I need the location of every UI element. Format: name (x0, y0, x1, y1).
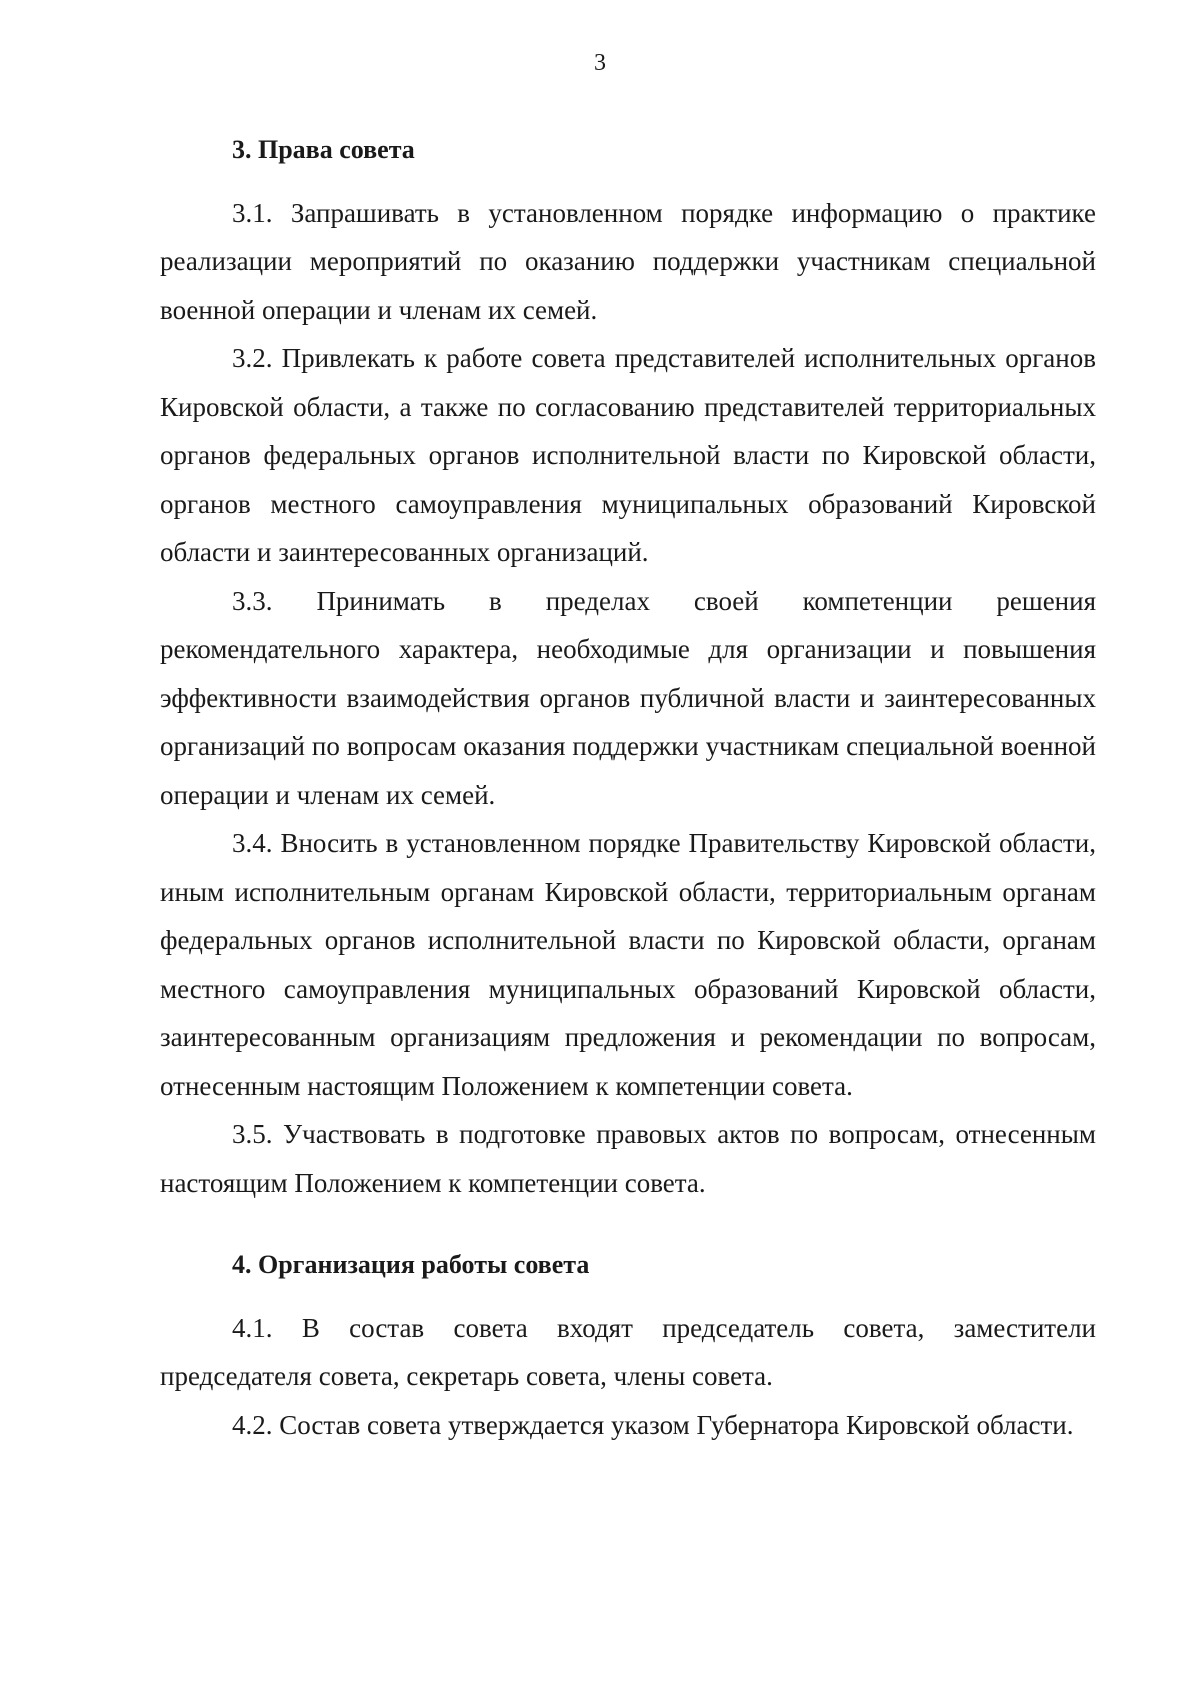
paragraph-3-3: 3.3. Принимать в пределах своей компетенции решения рекомендательного характера, необходимые для организации и повышения эффективности взаимодействия органов публичной власти и заинтересованных организаций по вопросам оказания поддержки участникам специальной военной операции и членам их семей. (160, 585, 1096, 810)
paragraph-4-2: 4.2. Состав совета утверждается указом Губернатора Кировской области. (232, 1409, 1074, 1440)
paragraph-3-5: 3.5. Участвовать в подготовке правовых актов по вопросам, отнесенным настоящим Положением к компетенции совета. (160, 1119, 1096, 1198)
section-heading: 3. Права совета (232, 135, 415, 164)
paragraph-3-4: 3.4. Вносить в установленном порядке Правительству Кировской области, иным исполнительным органам Кировской области, территориальным органам федеральных органов исполнительной власти по Кировской области, органам местного самоуправления муниципальных образований Кировской области, заинтересованным организациям предложения и рекомендации по вопросам, отнесенным настоящим Положением к компетенции совета. (160, 828, 1096, 1101)
paragraph-3-1: 3.1. Запрашивать в установленном порядке информацию о практике реализации мероприятий по оказанию поддержки участникам специальной военной операции и членам их семей. (160, 197, 1096, 325)
section-heading: 4. Организация работы совета (232, 1250, 590, 1279)
document-body (160, 126, 1096, 1449)
section-organization (160, 1241, 1096, 1449)
page-number: 3 (594, 50, 606, 76)
section-rights (160, 126, 1096, 1207)
paragraph-4-1: 4.1. В состав совета входят председатель совета, заместители председателя совета, секретарь совета, члены совета. (160, 1312, 1096, 1391)
paragraph-3-2: 3.2. Привлекать к работе совета представителей исполнительных органов Кировской области, а также по согласованию представителей территориальных органов федеральных органов исполнительной власти по Кировской области, органов местного самоуправления муниципальных образований Кировской области и заинтересованных организаций. (160, 343, 1096, 567)
